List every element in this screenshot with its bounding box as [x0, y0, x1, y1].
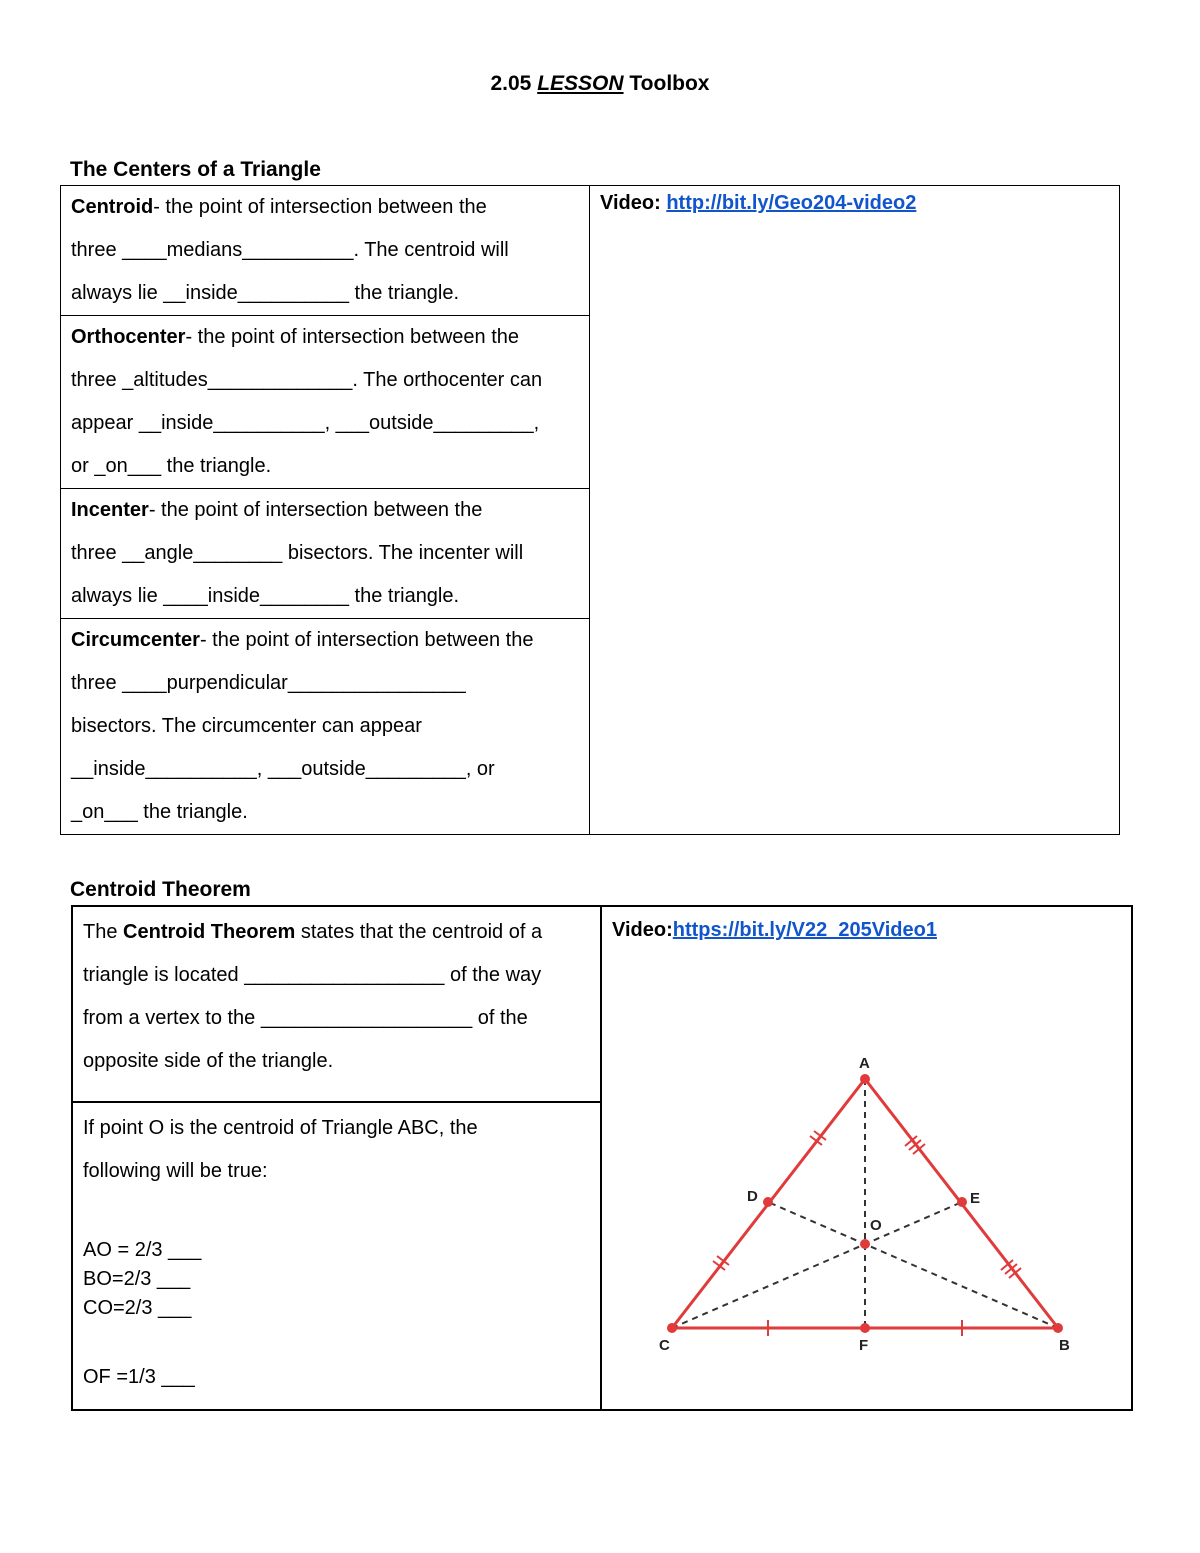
- term-centroid-theorem: Centroid Theorem: [123, 921, 296, 943]
- theorem-cell: [72, 906, 601, 1102]
- term-circumcenter: Circumcenter: [71, 629, 200, 651]
- equation-co: CO=2/3 ___: [83, 1297, 192, 1319]
- term-orthocenter: Orthocenter: [71, 326, 186, 348]
- label-o: O: [870, 1217, 882, 1234]
- centroid-cell: [61, 186, 590, 316]
- given-text: If point O is the centroid of Triangle ABC, the: [83, 1117, 478, 1139]
- label-f: F: [859, 1337, 869, 1354]
- centroid-line: - the point of intersection between the: [153, 196, 487, 218]
- video-link-2[interactable]: https://bit.ly/V22_205Video1: [672, 919, 937, 941]
- incenter-line: always lie ____inside________ the triangle.: [71, 585, 460, 607]
- incenter-line: three __angle________ bisectors. The incenter will: [71, 542, 524, 564]
- given-text: following will be true:: [83, 1160, 268, 1182]
- orthocenter-line: - the point of intersection between the: [185, 326, 520, 348]
- equation-ao: AO = 2/3 ___: [83, 1239, 202, 1261]
- orthocenter-line: three _altitudes_____________. The orthocenter can: [71, 369, 543, 391]
- label-c: C: [659, 1337, 670, 1354]
- title-toolbox: Toolbox: [623, 72, 710, 95]
- term-centroid: Centroid: [71, 196, 154, 218]
- video-cell-1: [590, 186, 1120, 835]
- title-lesson: LESSON: [537, 72, 624, 95]
- circumcenter-line: - the point of intersection between the: [199, 629, 534, 651]
- theorem-text: from a vertex to the ___________________ of the: [83, 1007, 528, 1029]
- median-ce: [672, 1202, 962, 1328]
- centers-table: [60, 185, 1120, 835]
- title-number: 2.05: [490, 72, 538, 95]
- video-link-1[interactable]: http://bit.ly/Geo204-video2: [666, 192, 917, 214]
- page-title: [0, 72, 1200, 96]
- centroid-line: always lie __inside__________ the triangle.: [71, 282, 460, 304]
- equation-of: OF =1/3 ___: [83, 1366, 195, 1388]
- label-d: D: [747, 1188, 758, 1205]
- video-label-2: Video:: [612, 919, 673, 941]
- circumcenter-line: bisectors. The circumcenter can appear: [71, 715, 422, 737]
- orthocenter-line: or _on___ the triangle.: [71, 455, 272, 477]
- circumcenter-cell: [61, 619, 590, 835]
- circumcenter-line: three ____purpendicular________________: [71, 672, 466, 694]
- section-heading-centroid-theorem: Centroid Theorem: [70, 878, 251, 901]
- circumcenter-line: __inside__________, ___outside_________, or: [71, 758, 495, 780]
- theorem-text: triangle is located __________________ of the way: [83, 964, 542, 986]
- given-cell: [72, 1102, 601, 1410]
- circumcenter-line: _on___ the triangle.: [71, 801, 248, 823]
- incenter-cell: [61, 489, 590, 619]
- video-label: Video:: [600, 192, 667, 214]
- section-heading-centers: The Centers of a Triangle: [70, 158, 321, 181]
- orthocenter-line: appear __inside__________, ___outside_________,: [71, 412, 540, 434]
- orthocenter-cell: [61, 316, 590, 489]
- term-incenter: Incenter: [71, 499, 149, 521]
- label-e: E: [970, 1190, 981, 1207]
- incenter-line: - the point of intersection between the: [148, 499, 483, 521]
- theorem-text: The: [83, 921, 124, 943]
- theorem-text: opposite side of the triangle.: [83, 1050, 334, 1072]
- label-b: B: [1059, 1337, 1070, 1354]
- equation-bo: BO=2/3 ___: [83, 1268, 191, 1290]
- centroid-line: three ____medians__________. The centroid will: [71, 239, 509, 261]
- label-a: A: [859, 1055, 870, 1072]
- theorem-text: states that the centroid of a: [295, 921, 543, 943]
- centroid-triangle-diagram: [655, 1050, 1075, 1360]
